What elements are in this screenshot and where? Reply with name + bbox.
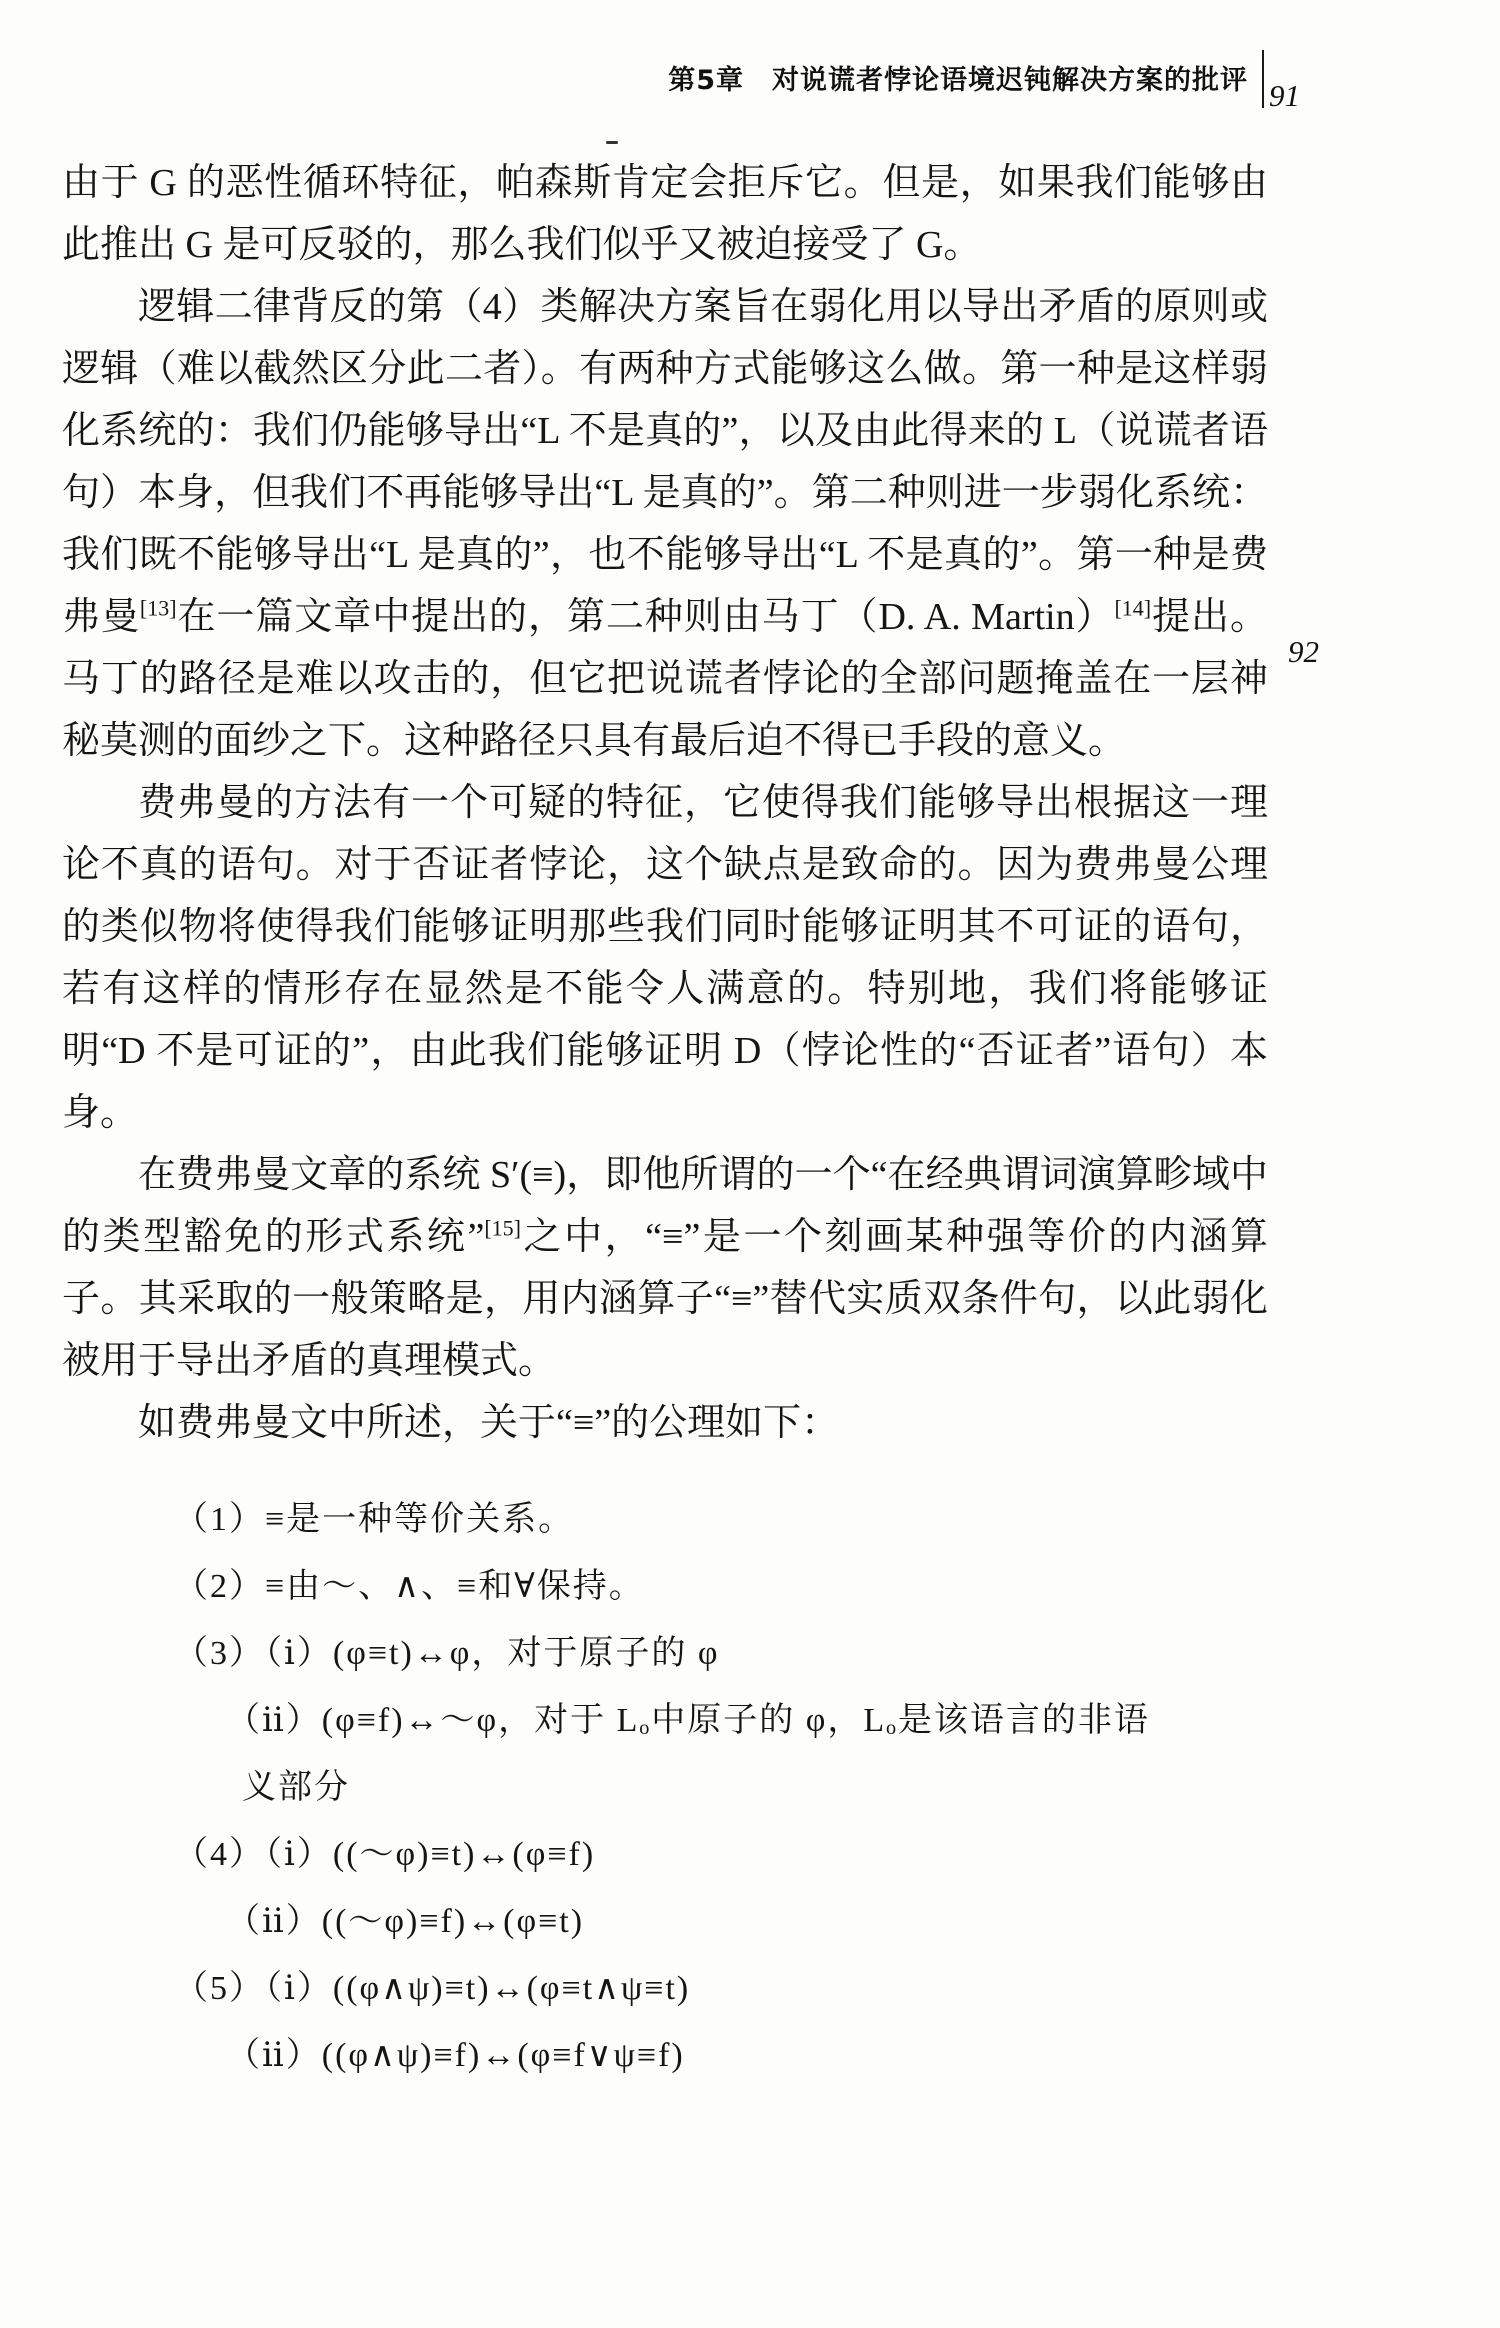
header-divider [1262, 50, 1264, 108]
paragraph-text: 在费弗曼文章的系统 S′(≡)，即他所谓的一个“在经典谓词演算畛域中的类型豁免的形式系统” [62, 1154, 1268, 1258]
scan-artifact-dash [606, 141, 618, 144]
body-paragraph-1: 由于 G 的恶性循环特征，帕森斯肯定会拒斥它。但是，如果我们能够由此推出 G 是可反驳的，那么我们似乎又被迫接受了 G。 [62, 162, 1268, 266]
axiom-item-2: （2）≡由～、∧、≡和∀保持。 [174, 1568, 645, 1605]
body-paragraph-5: 如费弗曼文中所述，关于“≡”的公理如下： [138, 1402, 840, 1444]
axiom-item-5ii: （ⅱ）((φ∧ψ)≡f)↔(φ≡f∨ψ≡f) [226, 2037, 685, 2074]
footnote-ref-15: [15] [484, 1215, 521, 1241]
axiom-item-4i: （4）（ⅰ）((～φ)≡t)↔(φ≡f) [174, 1836, 596, 1873]
paragraph-text: 之中，“≡”是一个刻画某种强等价的内涵算子。其采取的一般策略是，用内涵算子“≡”替代实质双条件句，以此弱化被用于导出矛盾的真理模式。 [62, 1216, 1268, 1382]
body-paragraph-4 [62, 1144, 1268, 1392]
axiom-item-1: （1）≡是一种等价关系。 [174, 1501, 575, 1538]
paragraph-text: 在一篇文章中提出的，第二种则由马丁（D. A. Martin） [176, 596, 1115, 638]
axiom-item-3ii: （ⅱ）(φ≡f)↔～φ，对于 Lₒ中原子的 φ，Lₒ是该语言的非语 [226, 1702, 1150, 1739]
text-column [62, 152, 1268, 2089]
axiom-item-5i: （5）（ⅰ）((φ∧ψ)≡t)↔(φ≡t∧ψ≡t) [174, 1970, 691, 2007]
footnote-ref-14: [14] [1114, 595, 1152, 621]
page-number: 91 [1269, 78, 1300, 113]
footnote-ref-13: [13] [139, 595, 177, 621]
paragraph-text: 提出。马丁的路径是难以攻击的，但它把说谎者悖论的全部问题掩盖在一层神秘莫测的面纱之下。这种路径只具有最后迫不得已手段的意义。 [62, 596, 1268, 762]
axiom-list [62, 1486, 1268, 2089]
body-paragraph-2 [62, 276, 1268, 772]
axiom-item-3ii-continuation: 义部分 [242, 1769, 350, 1806]
body-paragraph-3: 费弗曼的方法有一个可疑的特征，它使得我们能够导出根据这一理论不真的语句。对于否证者悖论，这个缺点是致命的。因为费弗曼公理的类似物将使得我们能够证明那些我们同时能够证明其不可证的语句，若有这样的情形存在显然是不能令人满意的。特别地，我们将能够证明“D 不是可证的”，由此我们能够证明 D（悖论性的“否证者”语句）本身。 [62, 782, 1268, 1134]
axiom-item-3i: （3）（ⅰ）(φ≡t)↔φ，对于原子的 φ [174, 1635, 720, 1672]
paragraph-text: 逻辑二律背反的第（4）类解决方案旨在弱化用以导出矛盾的原则或逻辑（难以截然区分此二者）。有两种方式能够这么做。第一种是这样弱化系统的：我们仍能够导出“L 不是真的”，以及由此得来的 L（说谎者语句）本身，但我们不再能够导出“L 是真的”。第二种则进一步弱化系统：我们既不能够导出“L 是真的”，也不能够导出“L 不是真的”。第一种是费弗曼 [62, 286, 1268, 638]
margin-page-number: 92 [1288, 634, 1319, 669]
running-header [0, 50, 1300, 114]
chapter-title: 第5章 对说谎者悖论语境迟钝解决方案的批评 [668, 65, 1248, 96]
axiom-item-4ii: （ⅱ）((～φ)≡f)↔(φ≡t) [226, 1903, 585, 1940]
